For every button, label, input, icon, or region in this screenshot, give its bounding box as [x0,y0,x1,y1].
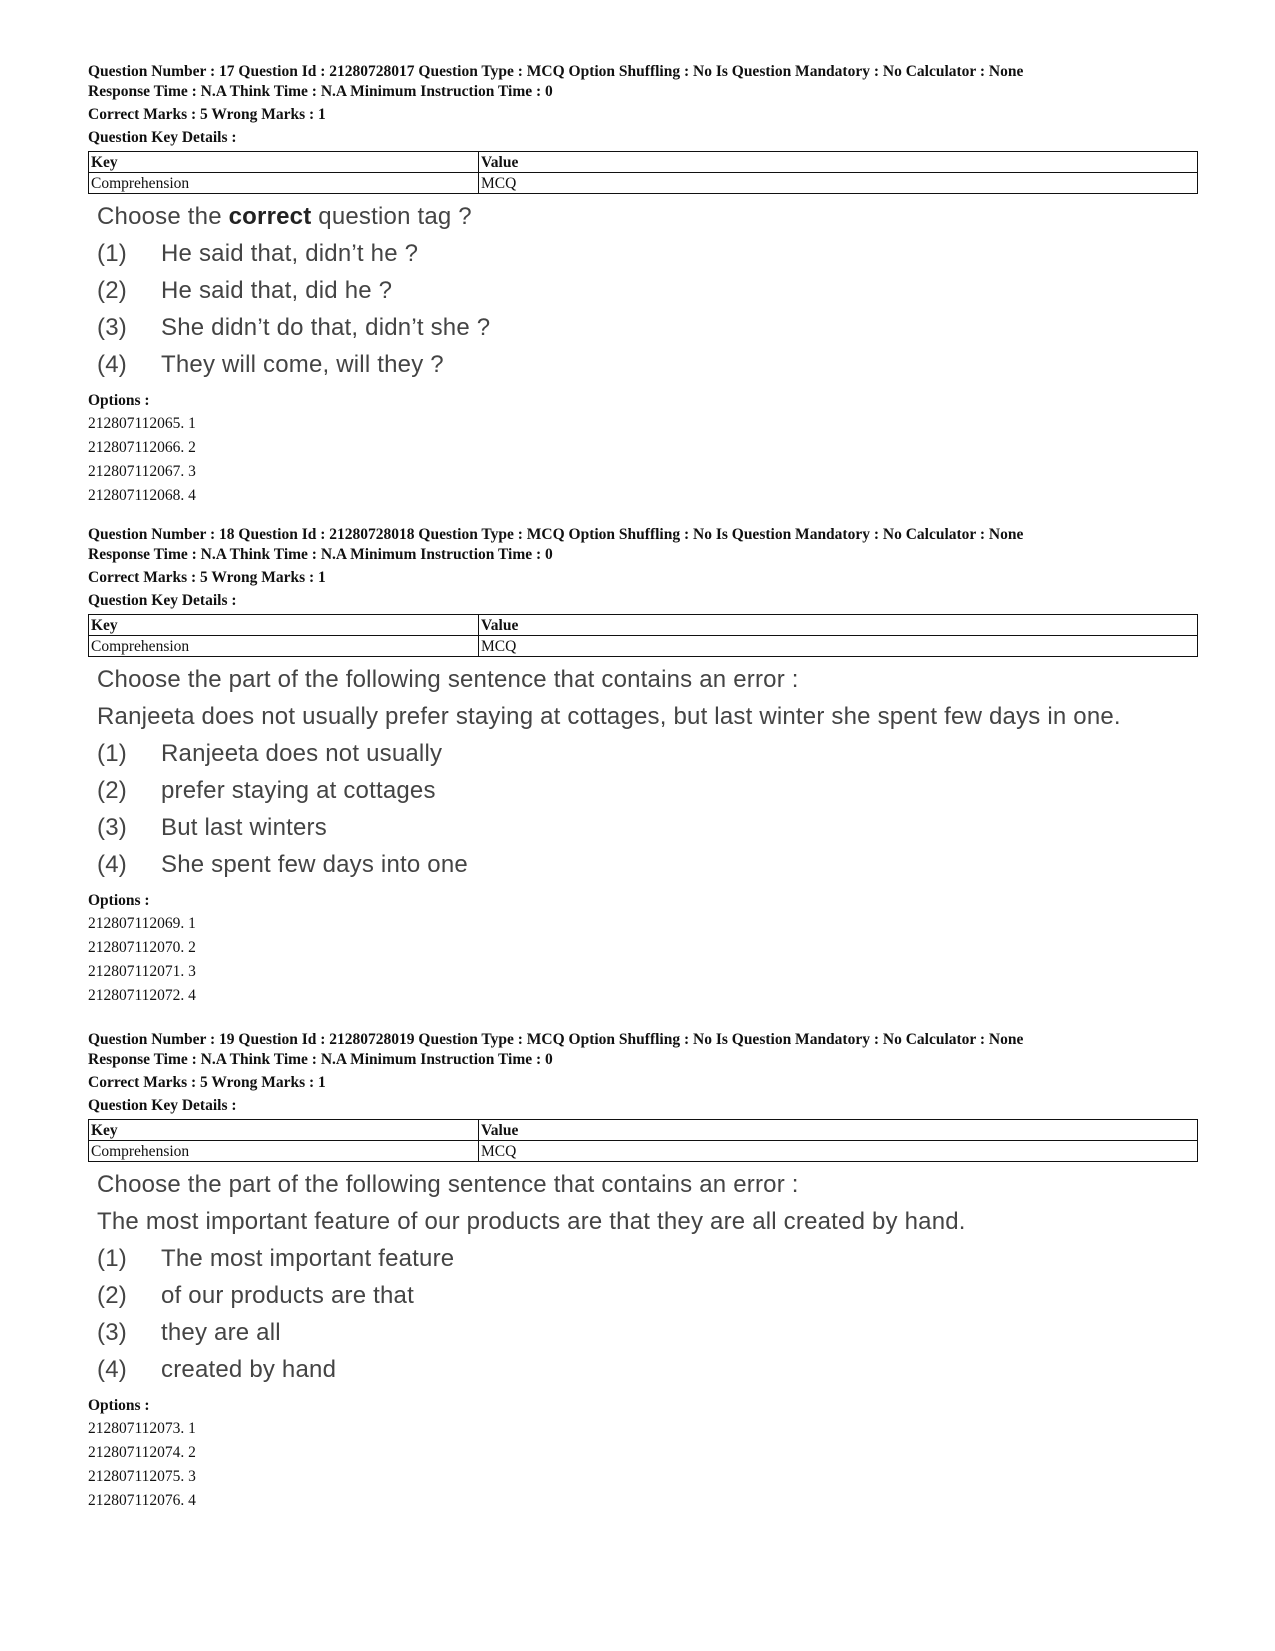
choice-text: Ranjeeta does not usually [161,740,443,767]
key-details-table [88,1119,1198,1162]
table-row [89,1141,1198,1162]
choice-number: (2) [97,277,127,304]
option-id: 212807112070. 2 [88,939,196,956]
choice-4 [97,346,1198,383]
table-cell-value: MCQ [479,1141,1198,1162]
option-id: 212807112073. 1 [88,1420,196,1437]
question-18 [88,525,1198,1008]
choice-number: (3) [97,814,127,841]
question-meta-line-1: Question Number : 19 Question Id : 21280728019 Question Type : MCQ Option Shuffling : No Is Question Mandatory : No Calculator : None [88,1031,1024,1048]
table-cell-key: Comprehension [89,173,479,194]
options-list [88,412,1198,508]
options-list [88,1417,1198,1513]
choice-text: they are all [161,1319,281,1346]
choice-3 [97,309,1198,346]
table-header-key: Key [89,152,479,173]
key-details-label: Question Key Details : [88,1097,237,1114]
question-body [88,198,1198,383]
choice-number: (1) [97,1245,127,1272]
option-id: 212807112076. 4 [88,1492,196,1509]
choice-2 [97,772,1198,809]
option-id: 212807112074. 2 [88,1444,196,1461]
question-sentence: Ranjeeta does not usually prefer staying at cottages, but last winter she spent few days in one. [97,703,1121,730]
question-meta [88,62,1198,102]
stem-emphasis: correct [228,203,312,230]
choice-text: created by hand [161,1356,337,1383]
option-id: 212807112069. 1 [88,915,196,932]
table-header-key: Key [89,615,479,636]
choice-number: (4) [97,351,127,378]
table-header-value: Value [479,152,1198,173]
choice-2 [97,272,1198,309]
choice-number: (3) [97,314,127,341]
question-meta [88,525,1198,565]
key-details-label: Question Key Details : [88,129,237,146]
choice-1 [97,1240,1198,1277]
key-details-table [88,151,1198,194]
table-cell-key: Comprehension [89,636,479,657]
table-header-key: Key [89,1120,479,1141]
question-meta-line-1: Question Number : 17 Question Id : 21280728017 Question Type : MCQ Option Shuffling : No Is Question Mandatory : No Calculator : None [88,63,1024,80]
options-label: Options : [88,1397,150,1414]
marks-line: Correct Marks : 5 Wrong Marks : 1 [88,1074,326,1091]
table-cell-value: MCQ [479,173,1198,194]
choice-text: The most important feature [161,1245,455,1272]
choice-number: (2) [97,777,127,804]
table-header-value: Value [479,1120,1198,1141]
choice-number: (4) [97,1356,127,1383]
option-id: 212807112067. 3 [88,463,196,480]
option-id: 212807112072. 4 [88,987,196,1004]
option-id: 212807112068. 4 [88,487,196,504]
question-meta [88,1030,1198,1070]
choice-text: They will come, will they ? [161,351,444,378]
stem-text: Choose the [97,203,229,230]
question-body [88,661,1198,883]
question-17 [88,62,1198,508]
choice-3 [97,809,1198,846]
options-label: Options : [88,392,150,409]
question-stem: Choose the part of the following sentence that contains an error : [97,1171,799,1198]
choice-number: (1) [97,240,127,267]
table-row [89,636,1198,657]
choice-text: of our products are that [161,1282,414,1309]
choice-4 [97,846,1198,883]
choice-text: But last winters [161,814,327,841]
question-sentence: The most important feature of our products are that they are all created by hand. [97,1208,966,1235]
choice-text: She spent few days into one [161,851,468,878]
table-header-value: Value [479,615,1198,636]
marks-line: Correct Marks : 5 Wrong Marks : 1 [88,569,326,586]
question-body [88,1166,1198,1388]
choice-3 [97,1314,1198,1351]
choice-number: (2) [97,1282,127,1309]
choice-2 [97,1277,1198,1314]
choice-text: He said that, didn’t he ? [161,240,419,267]
question-meta-line-2: Response Time : N.A Think Time : N.A Minimum Instruction Time : 0 [88,546,553,563]
question-meta-line-2: Response Time : N.A Think Time : N.A Minimum Instruction Time : 0 [88,1051,553,1068]
choice-number: (3) [97,1319,127,1346]
question-meta-line-1: Question Number : 18 Question Id : 21280728018 Question Type : MCQ Option Shuffling : No Is Question Mandatory : No Calculator : None [88,526,1024,543]
question-stem: Choose the part of the following sentence that contains an error : [97,666,799,693]
option-id: 212807112075. 3 [88,1468,196,1485]
choice-1 [97,735,1198,772]
question-19 [88,1030,1198,1513]
table-row [89,173,1198,194]
key-details-table [88,614,1198,657]
choice-number: (4) [97,851,127,878]
key-details-label: Question Key Details : [88,592,237,609]
choice-1 [97,235,1198,272]
choice-4 [97,1351,1198,1388]
table-header-row [89,152,1198,173]
option-id: 212807112071. 3 [88,963,196,980]
question-meta-line-2: Response Time : N.A Think Time : N.A Minimum Instruction Time : 0 [88,83,553,100]
option-id: 212807112066. 2 [88,439,196,456]
marks-line: Correct Marks : 5 Wrong Marks : 1 [88,106,326,123]
options-list [88,912,1198,1008]
choice-text: She didn’t do that, didn’t she ? [161,314,491,341]
stem-text-end: question tag ? [311,203,472,230]
choice-number: (1) [97,740,127,767]
table-cell-key: Comprehension [89,1141,479,1162]
table-header-row [89,615,1198,636]
question-stem [97,198,1198,235]
table-header-row [89,1120,1198,1141]
table-cell-value: MCQ [479,636,1198,657]
choice-text: prefer staying at cottages [161,777,436,804]
options-label: Options : [88,892,150,909]
option-id: 212807112065. 1 [88,415,196,432]
choice-text: He said that, did he ? [161,277,393,304]
